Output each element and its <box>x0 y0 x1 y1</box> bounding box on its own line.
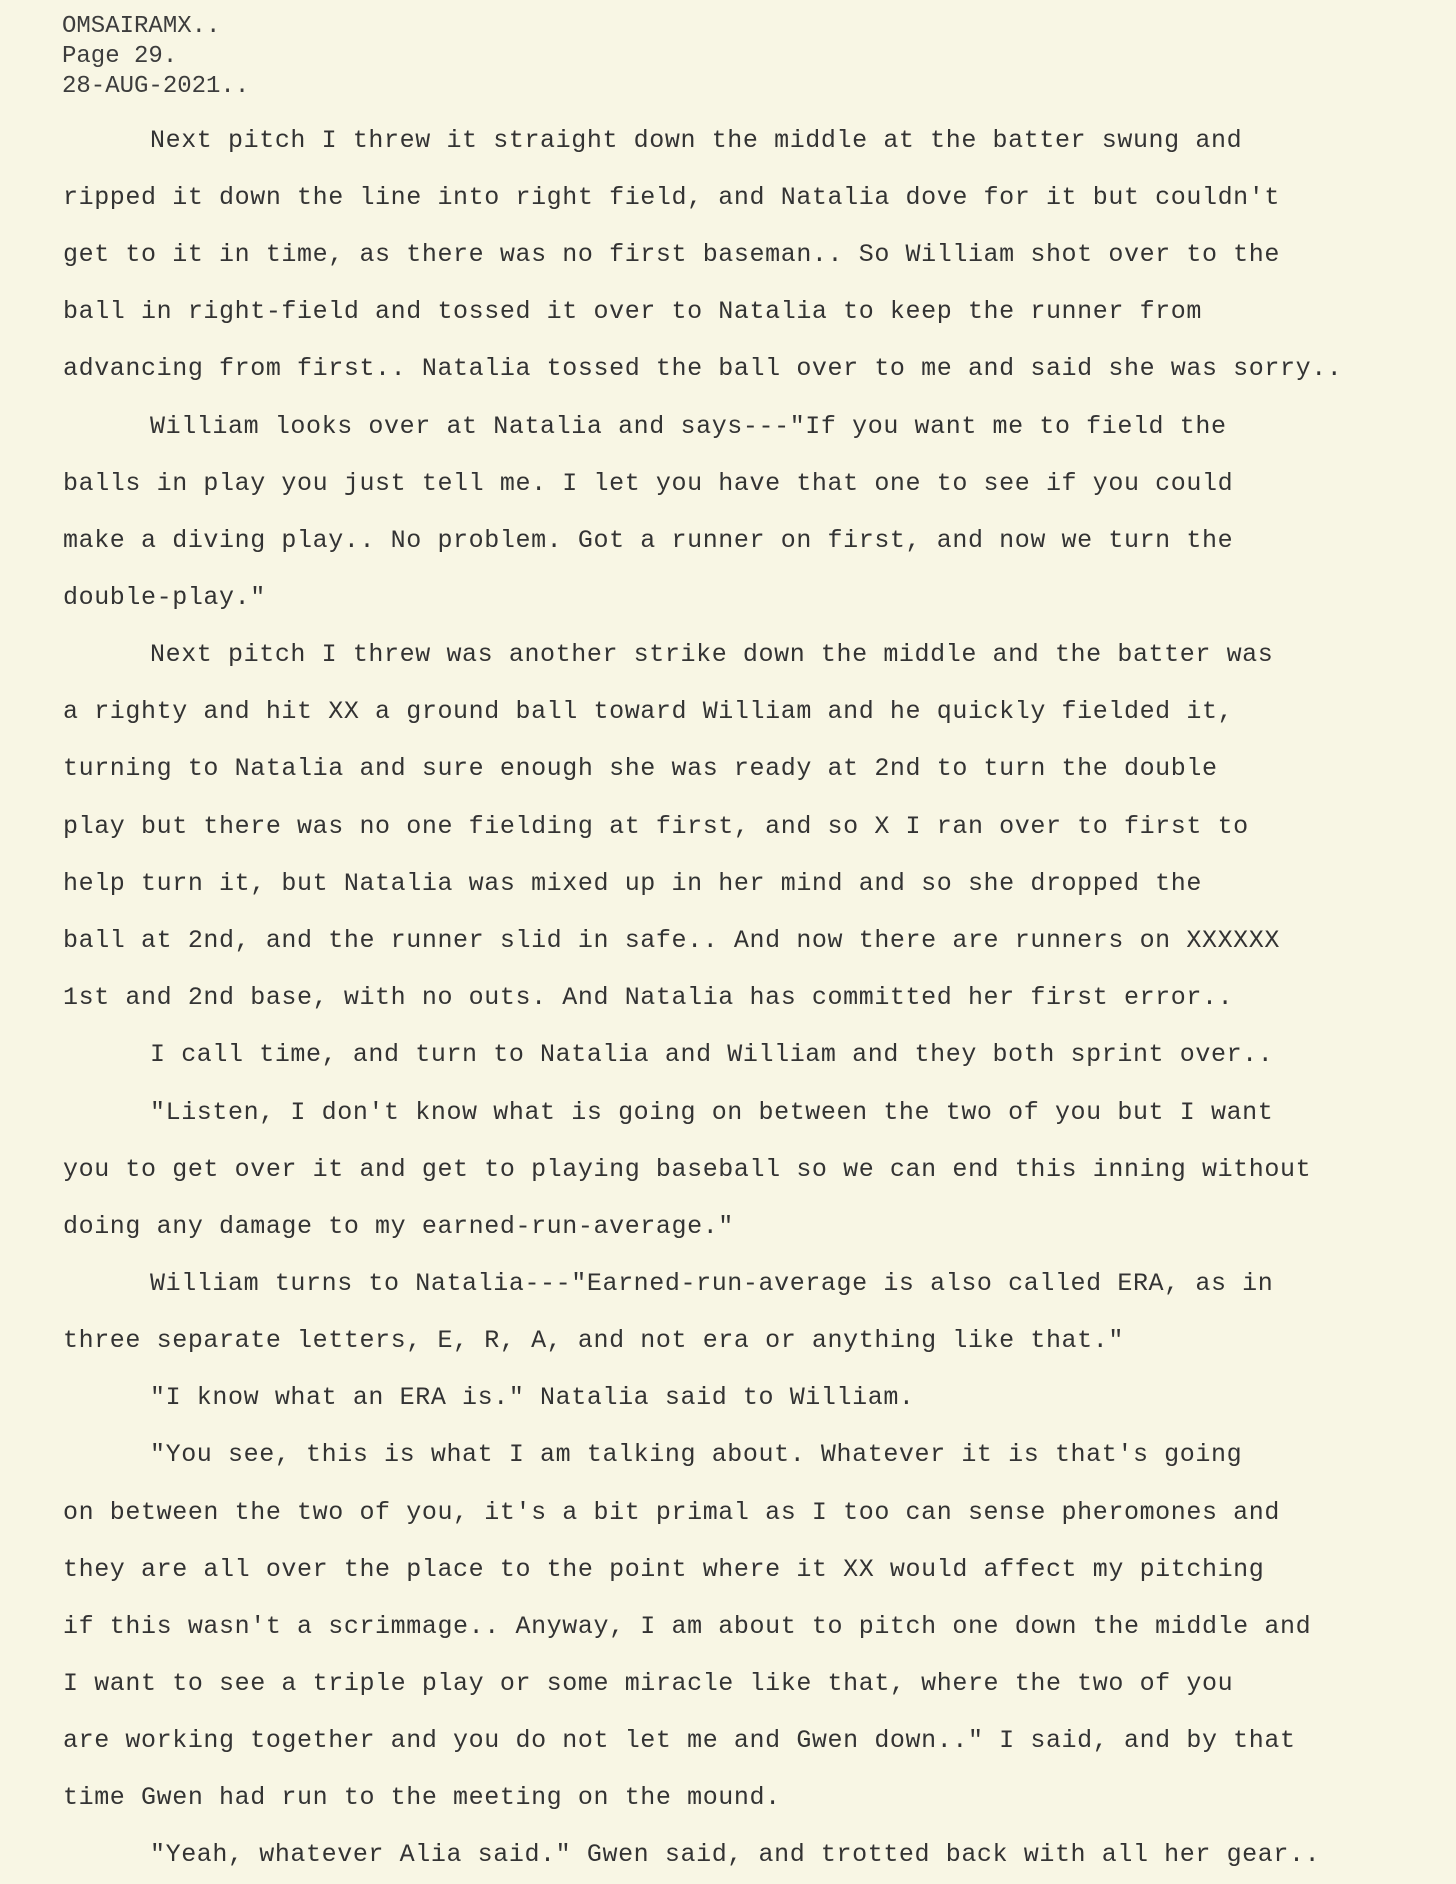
text-line: balls in play you just tell me. I let you have that one to see if you could <box>63 469 1234 498</box>
text-line: ball in right-field and tossed it over to Natalia to keep the runner from <box>63 297 1202 326</box>
header-date: 28-AUG-2021.. <box>62 73 250 100</box>
text-line: William turns to Natalia---"Earned-run-average is also called ERA, as in <box>150 1269 1274 1298</box>
text-line: 1st and 2nd base, with no outs. And Natalia has committed her first error.. <box>63 983 1234 1012</box>
header-title: OMSAIRAMX.. <box>62 13 221 40</box>
text-line: Next pitch I threw was another strike down the middle and the batter was <box>150 640 1274 669</box>
text-line: Next pitch I threw it straight down the middle at the batter swung and <box>150 126 1243 155</box>
text-line: "Yeah, whatever Alia said." Gwen said, and trotted back with all her gear.. <box>150 1840 1321 1869</box>
page-header <box>62 12 249 102</box>
text-line: doing any damage to my earned-run-average." <box>63 1212 734 1241</box>
text-line: I want to see a triple play or some miracle like that, where the two of you <box>63 1669 1234 1698</box>
text-line: you to get over it and get to playing baseball so we can end this inning without <box>63 1155 1312 1184</box>
text-line: I call time, and turn to Natalia and William and they both sprint over.. <box>150 1040 1274 1069</box>
text-line: if this wasn't a scrimmage.. Anyway, I am about to pitch one down the middle and <box>63 1612 1312 1641</box>
header-page-number: Page 29. <box>62 43 178 70</box>
text-line: time Gwen had run to the meeting on the mound. <box>63 1783 781 1812</box>
text-line: ripped it down the line into right field, and Natalia dove for it but couldn't <box>63 183 1280 212</box>
text-line: are working together and you do not let me and Gwen down.." I said, and by that <box>63 1726 1296 1755</box>
text-line: "I know what an ERA is." Natalia said to William. <box>150 1383 915 1412</box>
text-line: advancing from first.. Natalia tossed the ball over to me and said she was sorry.. <box>63 354 1343 383</box>
text-line: help turn it, but Natalia was mixed up in her mind and so she dropped the <box>63 869 1202 898</box>
text-line: "You see, this is what I am talking about. Whatever it is that's going <box>150 1440 1243 1469</box>
text-line: ball at 2nd, and the runner slid in safe.. And now there are runners on XXXXXX <box>63 926 1280 955</box>
text-line: a righty and hit XX a ground ball toward William and he quickly fielded it, <box>63 697 1234 726</box>
text-line: get to it in time, as there was no first baseman.. So William shot over to the <box>63 240 1280 269</box>
text-line: on between the two of you, it's a bit primal as I too can sense pheromones and <box>63 1498 1280 1527</box>
text-line: turning to Natalia and sure enough she was ready at 2nd to turn the double <box>63 754 1218 783</box>
text-line: make a diving play.. No problem. Got a runner on first, and now we turn the <box>63 526 1234 555</box>
text-line: play but there was no one fielding at first, and so X I ran over to first to <box>63 812 1249 841</box>
text-line: William looks over at Natalia and says---"If you want me to field the <box>150 412 1227 441</box>
text-line: double-play." <box>63 583 266 612</box>
text-line: three separate letters, E, R, A, and not era or anything like that." <box>63 1326 1124 1355</box>
text-line: they are all over the place to the point where it XX would affect my pitching <box>63 1555 1265 1584</box>
text-line: "Listen, I don't know what is going on between the two of you but I want <box>150 1098 1274 1127</box>
